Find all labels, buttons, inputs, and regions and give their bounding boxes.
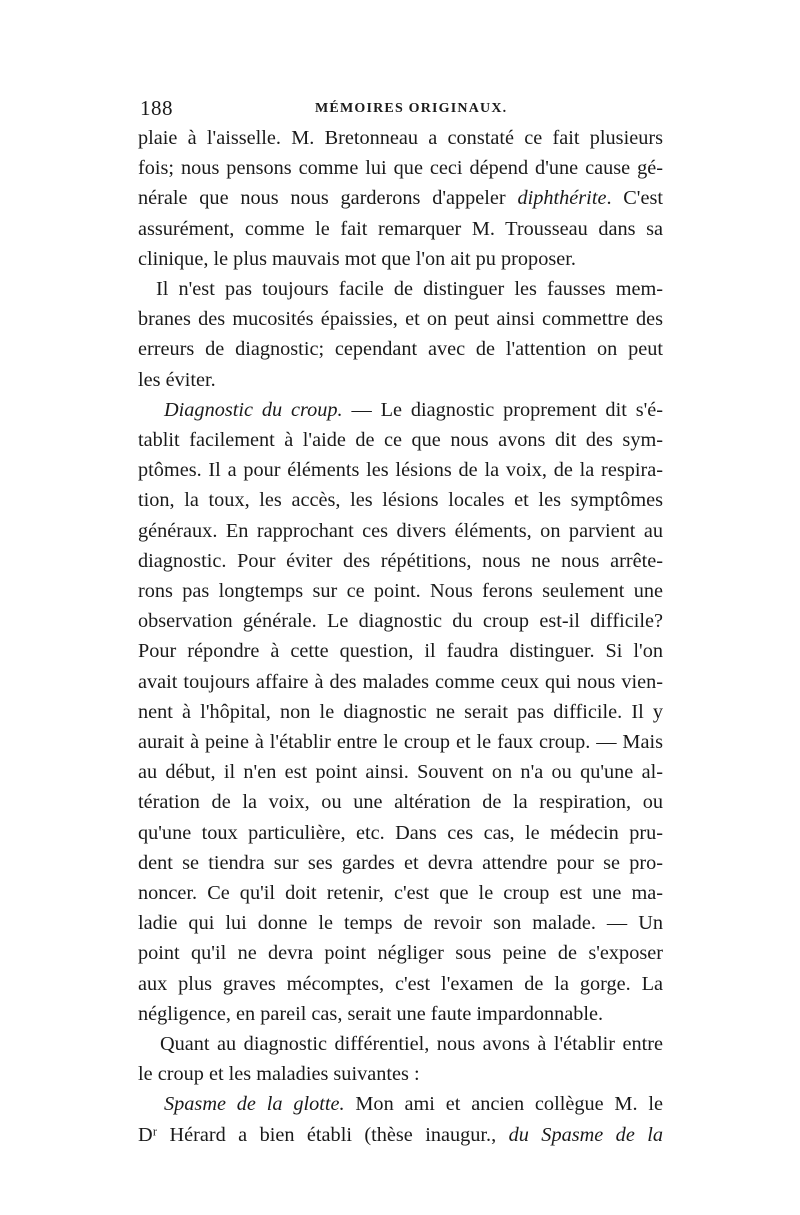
text-line xyxy=(138,516,663,546)
text-line xyxy=(138,304,663,334)
text-line xyxy=(138,697,663,727)
text-run: tablit facilement à l'aide de ce que nous avons dit des sym- xyxy=(138,429,663,451)
page-header xyxy=(140,96,660,126)
text-run: nent à l'hôpital, non le diagnostic ne serait pas difficile. Il y xyxy=(138,700,663,723)
text-line xyxy=(138,153,663,183)
text-run: point qu'il ne devra point négliger sous peine de s'exposer xyxy=(138,942,663,965)
text-line xyxy=(138,727,663,757)
text-run: Dʳ Hérard a bien établi (thèse inaugur., xyxy=(138,1123,509,1146)
text-run: ladie qui lui donne le temps de revoir son malade. — Un xyxy=(138,912,663,935)
text-line xyxy=(138,1120,663,1150)
text-run: avait toujours affaire à des malades comme ceux qui nous vien- xyxy=(138,670,663,693)
text-line xyxy=(138,908,663,938)
text-line xyxy=(138,1059,663,1089)
text-line xyxy=(138,183,663,213)
text-line xyxy=(138,485,663,515)
text-run: nérale que nous nous garderons d'appeler xyxy=(138,187,518,210)
text-line xyxy=(138,818,663,848)
text-run: aurait à peine à l'établir entre le croup et le faux croup. — Mais xyxy=(138,731,663,753)
italic-text: Spasme de la glotte. xyxy=(164,1093,345,1116)
italic-text: du Spasme de la xyxy=(508,1123,664,1146)
italic-text: diphthérite xyxy=(517,187,607,210)
text-line xyxy=(138,214,663,244)
page-number: 188 xyxy=(140,96,173,120)
text-line xyxy=(164,395,663,425)
text-run: plaie à l'aisselle. M. Bretonneau a constaté ce fait plusieurs xyxy=(138,127,663,149)
text-run: généraux. En rapprochant ces divers éléments, on parvient au xyxy=(138,519,663,542)
text-run: Mon ami et ancien collègue M. le xyxy=(344,1093,663,1116)
text-run: tion, la toux, les accès, les lésions locales et les symptômes xyxy=(138,489,663,512)
text-line xyxy=(138,938,663,968)
text-run: diagnostic. Pour éviter des répétitions, nous ne nous arrête- xyxy=(138,549,663,572)
text-run: Quant au diagnostic différentiel, nous avons à l'établir entre xyxy=(160,1033,663,1055)
text-run: aux plus graves mécomptes, c'est l'examen de la gorge. La xyxy=(138,972,663,995)
text-run: tération de la voix, ou une altération de la respiration, ou xyxy=(138,791,663,814)
text-run: qu'une toux particulière, etc. Dans ces cas, le médecin pru- xyxy=(138,821,663,844)
text-line xyxy=(138,455,663,485)
text-line xyxy=(138,606,663,636)
text-run: observation générale. Le diagnostic du croup est-il difficile? xyxy=(138,610,663,633)
text-line xyxy=(138,878,663,908)
text-run: négligence, en pareil cas, serait une faute impardonnable. xyxy=(138,1002,604,1025)
text-line xyxy=(156,274,663,304)
text-line xyxy=(138,425,663,455)
text-run: noncer. Ce qu'il doit retenir, c'est que le croup est une ma- xyxy=(138,882,663,904)
text-line xyxy=(138,123,663,153)
text-line xyxy=(138,787,663,817)
text-run: Il n'est pas toujours facile de distinguer les fausses mem- xyxy=(156,278,663,300)
text-run: ptômes. Il a pour éléments les lésions de la voix, de la respira- xyxy=(138,459,663,482)
text-run: clinique, le plus mauvais mot que l'on ait pu proposer. xyxy=(138,247,576,270)
text-run: assurément, comme le fait remarquer M. Trousseau dans sa xyxy=(138,217,663,240)
text-run: . C'est xyxy=(606,187,663,210)
text-line xyxy=(138,757,663,787)
text-line xyxy=(138,999,663,1029)
text-line xyxy=(138,576,663,606)
text-run: le croup et les maladies suivantes : xyxy=(138,1063,420,1086)
text-line xyxy=(160,1029,663,1059)
text-line xyxy=(138,848,663,878)
text-run: Pour répondre à cette question, il faudra distinguer. Si l'on xyxy=(138,640,663,663)
text-run: erreurs de diagnostic; cependant avec de l'attention on peut xyxy=(138,338,663,361)
text-line xyxy=(138,365,663,395)
text-run: branes des mucosités épaissies, et on peut ainsi commettre des xyxy=(138,308,663,331)
text-run: fois; nous pensons comme lui que ceci dépend d'une cause gé- xyxy=(138,157,663,180)
text-run: au début, il n'en est point ainsi. Souvent on n'a ou qu'une al- xyxy=(138,761,663,784)
text-run: rons pas longtemps sur ce point. Nous ferons seulement une xyxy=(138,580,663,602)
italic-text: Diagnostic du croup. xyxy=(164,398,343,421)
text-run: — Le diagnostic proprement dit s'é- xyxy=(342,398,663,421)
text-line xyxy=(138,244,663,274)
text-line xyxy=(138,636,663,666)
text-line xyxy=(138,546,663,576)
text-line xyxy=(138,667,663,697)
text-run: les éviter. xyxy=(138,368,216,391)
running-head: MÉMOIRES ORIGINAUX. xyxy=(315,101,508,116)
text-line xyxy=(164,1089,663,1119)
text-run: dent se tiendra sur ses gardes et devra attendre pour se pro- xyxy=(138,851,663,874)
text-line xyxy=(138,334,663,364)
text-line xyxy=(138,969,663,999)
